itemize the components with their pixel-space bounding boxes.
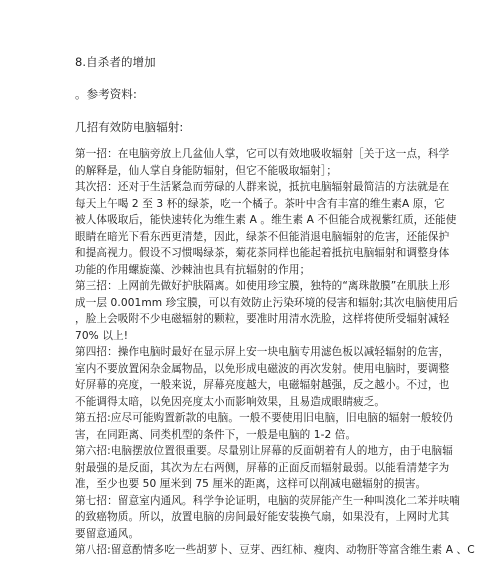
paragraph-line: 每天上午喝 2 至 3 杯的绿茶，吃一个橘子。茶叶中含有丰富的维生素A 原，它 xyxy=(75,198,445,210)
list-item-8: 8.自杀者的增加 xyxy=(75,55,156,69)
paragraph-line: 其次招：还对于生活紧急而劳碌的人群来说，抵抗电脑辐射最简洁的方法就是在 xyxy=(75,181,450,193)
paragraph-line: 害，在同距离、同类机型的条件下，一般是电脑的 1-2 倍。 xyxy=(75,429,357,441)
paragraph-line: 第三招：上网前先做好护肤隔离。如使用珍宝膜，独特的“离珠散膜”在肌肤上形 xyxy=(75,280,450,292)
paragraph-line: 室内不要放置闲杂金属物品，以免形成电磁波的再次发射。使用电脑时，要调整 xyxy=(75,363,450,375)
paragraph-line: 射最强的是反面，其次为左右两侧，屏幕的正面反而辐射最弱。以能看清楚字为 xyxy=(75,462,450,474)
paragraph-line: 的致癌物质。所以，放置电脑的房间最好能安装换气扇，如果没有，上网时尤其 xyxy=(75,511,450,523)
paragraph-line: 第八招:留意酌情多吃一些胡萝卜、豆芽、西红柿、瘦肉、动物肝等富含维生素 A 、C xyxy=(75,544,475,556)
paragraph-line: 第四招：操作电脑时最好在显示屏上安一块电脑专用滤色板以减轻辐射的危害， xyxy=(75,346,450,358)
paragraph-line: 功能的作用螺旋藻、沙棘油也具有抗辐射的作用； xyxy=(75,264,311,276)
paragraph-line: ，脸上会吸附不少电磁辐射的颗粒，要准时用清水洗脸，这样将使所受辐射减轻 xyxy=(75,313,450,325)
reference-label: 。参考资料: xyxy=(75,87,137,101)
paragraph-line: 和提高视力。假设不习惯喝绿茶，菊花茶同样也能起着抵抗电脑辐射和调整身体 xyxy=(75,247,450,259)
paragraph-line: 第一招：在电脑旁放上几盆仙人掌，它可以有效地吸收辐射［关于这一点，科学 xyxy=(75,148,450,160)
paragraph-line: 眼睛在暗光下看东西更清楚，因此，绿茶不但能消退电脑辐射的危害，还能保护 xyxy=(75,231,450,243)
paragraph-line: 第六招:电脑摆放位置很重要。尽量别让屏幕的反面朝着有人的地方，由于电脑辐 xyxy=(75,445,453,457)
paragraph-line: 好屏幕的亮度，一般来说，屏幕亮度越大，电磁辐射越强，反之越小。不过，也 xyxy=(75,379,450,391)
paragraph-line: 成一层 0.001mm 珍宝膜，可以有效防止污染环境的侵害和辐射;其次电脑使用后 xyxy=(75,297,459,309)
paragraph-line: 第七招：留意室内通风。科学争论证明，电脑的荧屏能产生一种叫溴化二苯并呋喃 xyxy=(75,495,460,507)
paragraph-line: 70% 以上! xyxy=(75,330,129,342)
section-heading: 几招有效防电脑辐射: xyxy=(75,120,184,134)
paragraph-line: 要留意通风。 xyxy=(75,528,140,540)
paragraph-line: 准，至少也要 50 厘米到 75 厘米的距离，这样可以削减电磁辐射的损害。 xyxy=(75,478,427,490)
paragraph-line: 被人体吸取后，能快速转化为维生素 A 。维生素 A 不但能合成视紫红质，还能使 xyxy=(75,214,457,226)
paragraph-line: 的解释是，仙人掌自身能防辐射，但它不能吸取辐射］； xyxy=(75,165,338,177)
paragraph-line: 第五招:应尽可能购置新款的电脑。一般不要使用旧电脑，旧电脑的辐射一般较仍 xyxy=(75,412,453,424)
paragraph-line: 不能调得太暗，以免因亮度太小而影响效果，且易造成眼睛疲乏。 xyxy=(75,396,386,408)
